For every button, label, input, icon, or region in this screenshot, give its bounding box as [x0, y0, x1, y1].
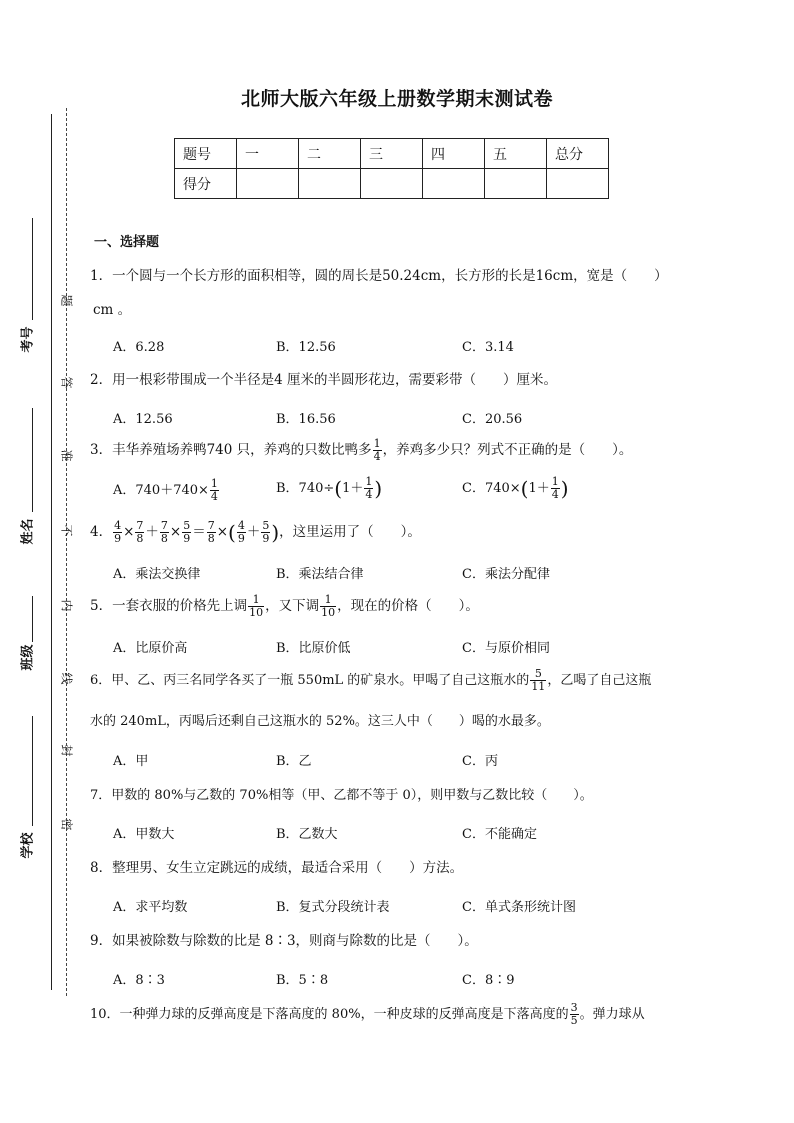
score-cell: 总分 — [547, 139, 609, 169]
numerator: 7 — [160, 519, 168, 532]
question-6-cont: 水的 240mL，丙喝后还剩自己这瓶水的 52%。这三人中（ ）喝的水最多。 — [90, 714, 550, 729]
denominator: 8 — [160, 532, 168, 545]
numerator: 7 — [207, 519, 215, 532]
option-a-text: A．740＋740× — [113, 483, 209, 498]
fraction — [210, 478, 219, 503]
score-cell: 题号 — [175, 139, 237, 169]
score-table-header-row — [175, 139, 609, 169]
option-b-one: 1＋ — [342, 481, 364, 496]
side-label-name: 姓名 — [20, 518, 36, 545]
numerator: 1 — [248, 594, 264, 607]
denominator: 8 — [136, 532, 144, 545]
denominator: 4 — [210, 490, 218, 503]
option-b[interactable]: B．比原价低 — [276, 641, 351, 656]
option-a[interactable]: A．比原价高 — [113, 641, 188, 656]
option-c-one: 1＋ — [528, 481, 550, 496]
option-c[interactable]: C．20.56 — [462, 412, 523, 427]
bracket-icon: ( — [334, 476, 343, 501]
question-3-text: 3．丰华养殖场养鸭740 只，养鸡的只数比鸭多 — [90, 442, 372, 458]
option-a[interactable] — [113, 478, 220, 503]
times-sign: × — [123, 524, 135, 540]
denominator: 8 — [207, 532, 215, 545]
binding-dashed-line — [66, 108, 68, 996]
side-label-exam-number: 考号 — [20, 326, 36, 353]
fraction — [207, 520, 216, 545]
option-c[interactable]: C．不能确定 — [462, 827, 537, 842]
score-input-cell[interactable] — [299, 169, 361, 199]
fraction — [160, 520, 169, 545]
option-b[interactable]: B．复式分段统计表 — [276, 900, 390, 915]
question-5-text-mid: ，又下调 — [265, 598, 320, 614]
seal-char: 内 — [59, 599, 74, 612]
times-sign: × — [216, 524, 229, 540]
equals-sign: ＝ — [192, 524, 206, 540]
option-c[interactable]: C．乘法分配律 — [462, 567, 550, 582]
score-input-cell[interactable] — [485, 169, 547, 199]
seal-char: 准 — [59, 449, 74, 462]
score-cell: 二 — [299, 139, 361, 169]
option-c[interactable]: C．单式条形统计图 — [462, 900, 576, 915]
section-heading: 一、选择题 — [94, 235, 160, 250]
seal-char: 线 — [59, 672, 74, 685]
question-4-number: 4． — [90, 524, 113, 540]
numerator: 4 — [114, 519, 122, 532]
option-b[interactable]: B．12.56 — [276, 340, 336, 355]
denominator: 9 — [237, 532, 245, 545]
option-b[interactable]: B．乙数大 — [276, 827, 338, 842]
option-c-text: C．740× — [462, 481, 521, 496]
fraction — [237, 520, 246, 545]
question-2: 2．用一根彩带围成一个半径是4 厘米的半圆形花边，需要彩带（ ）厘米。 — [90, 372, 557, 388]
plus-sign: ＋ — [145, 524, 159, 540]
option-c[interactable]: C．8∶9 — [462, 973, 515, 988]
numerator: 5 — [183, 519, 191, 532]
numerator: 1 — [320, 594, 336, 607]
option-c[interactable]: C．3.14 — [462, 340, 514, 355]
side-fill-line — [32, 218, 33, 320]
score-input-cell[interactable] — [361, 169, 423, 199]
question-4-text: ，这里运用了（ ）。 — [279, 524, 421, 540]
option-a[interactable]: A．求平均数 — [113, 900, 188, 915]
seal-char: 封 — [59, 744, 74, 757]
denominator: 5 — [570, 1014, 578, 1027]
fraction — [373, 438, 382, 463]
page-title: 北师大版六年级上册数学期末测试卷 — [240, 88, 553, 110]
fraction — [113, 520, 122, 545]
score-cell: 一 — [237, 139, 299, 169]
option-b[interactable]: B．乙 — [276, 754, 312, 769]
option-c[interactable]: C．丙 — [462, 754, 498, 769]
option-a[interactable]: A．6.28 — [113, 340, 165, 355]
fraction — [261, 520, 270, 545]
question-3-text-end: ，养鸡多少只？列式不正确的是（ ）。 — [382, 442, 633, 458]
times-sign: × — [169, 524, 182, 540]
option-b[interactable] — [276, 476, 382, 501]
question-6 — [90, 668, 651, 693]
option-c[interactable]: C．与原价相同 — [462, 641, 550, 656]
bracket-icon: ) — [271, 520, 280, 545]
score-input-cell[interactable] — [547, 169, 609, 199]
question-5-text: 5．一套衣服的价格先上调 — [90, 598, 248, 614]
numerator: 7 — [136, 519, 144, 532]
fraction — [320, 594, 336, 619]
seal-char: 不 — [59, 524, 74, 537]
denominator: 4 — [551, 488, 559, 501]
option-a[interactable]: A．甲 — [113, 754, 149, 769]
option-c[interactable] — [462, 476, 569, 501]
score-cell: 三 — [361, 139, 423, 169]
denominator: 9 — [114, 532, 122, 545]
option-a[interactable]: A．甲数大 — [113, 827, 175, 842]
bracket-icon: ( — [228, 520, 236, 545]
denominator: 11 — [531, 680, 546, 693]
seal-char: 密 — [59, 818, 74, 831]
side-fill-line — [32, 716, 33, 826]
question-4 — [90, 520, 421, 545]
numerator: 1 — [210, 477, 218, 490]
question-7: 7．甲数的 80%与乙数的 70%相等（甲、乙都不等于 0），则甲数与乙数比较（ ）。 — [90, 788, 593, 803]
plus-sign: ＋ — [246, 524, 261, 540]
option-a[interactable]: A．8∶3 — [113, 973, 165, 988]
option-a[interactable]: A．乘法交换律 — [113, 567, 201, 582]
denominator: 4 — [373, 450, 381, 463]
denominator: 10 — [321, 606, 336, 619]
denominator: 10 — [249, 606, 264, 619]
numerator: 1 — [365, 475, 373, 488]
question-5 — [90, 594, 479, 619]
fraction — [182, 520, 191, 545]
numerator: 1 — [551, 475, 559, 488]
score-cell: 五 — [485, 139, 547, 169]
question-9: 9．如果被除数与除数的比是 8∶3，则商与除数的比是（ ）。 — [90, 933, 478, 949]
denominator: 9 — [183, 532, 191, 545]
binding-solid-line — [51, 114, 52, 990]
question-10 — [90, 1002, 645, 1027]
question-8: 8．整理男、女生立定跳远的成绩，最适合采用（ ）方法。 — [90, 860, 464, 876]
score-cell: 得分 — [175, 169, 237, 199]
numerator: 5 — [530, 668, 546, 681]
option-b[interactable]: B．5∶8 — [276, 973, 329, 988]
score-input-cell[interactable] — [237, 169, 299, 199]
seal-char: 题 — [59, 294, 74, 307]
score-cell: 四 — [423, 139, 485, 169]
numerator: 4 — [237, 519, 245, 532]
score-table — [174, 138, 609, 199]
fraction — [248, 594, 264, 619]
option-b[interactable]: B．16.56 — [276, 412, 336, 427]
side-fill-line — [32, 408, 33, 512]
question-10-text: 10．一种弹力球的反弹高度是下落高度的 80%，一种皮球的反弹高度是下落高度的 — [90, 1007, 569, 1022]
question-6-text: 6．甲、乙、丙三名同学各买了一瓶 550mL 的矿泉水。甲喝了自己这瓶水的 — [90, 673, 530, 688]
side-label-class: 班级 — [20, 644, 36, 671]
question-1: 1．一个圆与一个长方形的面积相等，圆的周长是50.24cm，长方形的长是16cm，宽是（ ） — [90, 268, 668, 284]
bracket-icon: ( — [520, 476, 529, 501]
numerator: 5 — [262, 519, 270, 532]
score-table-score-row — [175, 169, 609, 199]
seal-char: 答 — [59, 376, 74, 389]
fraction — [551, 476, 560, 501]
bracket-icon: ) — [374, 476, 383, 501]
question-1-cont: cm 。 — [93, 302, 132, 318]
fraction — [530, 668, 546, 693]
question-5-text-end: ，现在的价格（ ）。 — [337, 598, 479, 614]
bracket-icon: ) — [560, 476, 569, 501]
question-6-text-end: ，乙喝了自己这瓶 — [547, 673, 652, 688]
option-a[interactable]: A．12.56 — [113, 412, 173, 427]
question-3 — [90, 438, 632, 463]
fraction — [364, 476, 373, 501]
numerator: 1 — [373, 437, 381, 450]
score-input-cell[interactable] — [423, 169, 485, 199]
side-label-school: 学校 — [20, 832, 36, 859]
numerator: 3 — [570, 1001, 578, 1014]
side-fill-line — [32, 596, 33, 642]
denominator: 9 — [262, 532, 270, 545]
option-b-text: B．740÷ — [276, 481, 335, 496]
fraction — [135, 520, 144, 545]
option-b[interactable]: B．乘法结合律 — [276, 567, 364, 582]
question-10-text-end: 。弹力球从 — [579, 1007, 645, 1022]
denominator: 4 — [365, 488, 373, 501]
fraction — [570, 1002, 579, 1027]
